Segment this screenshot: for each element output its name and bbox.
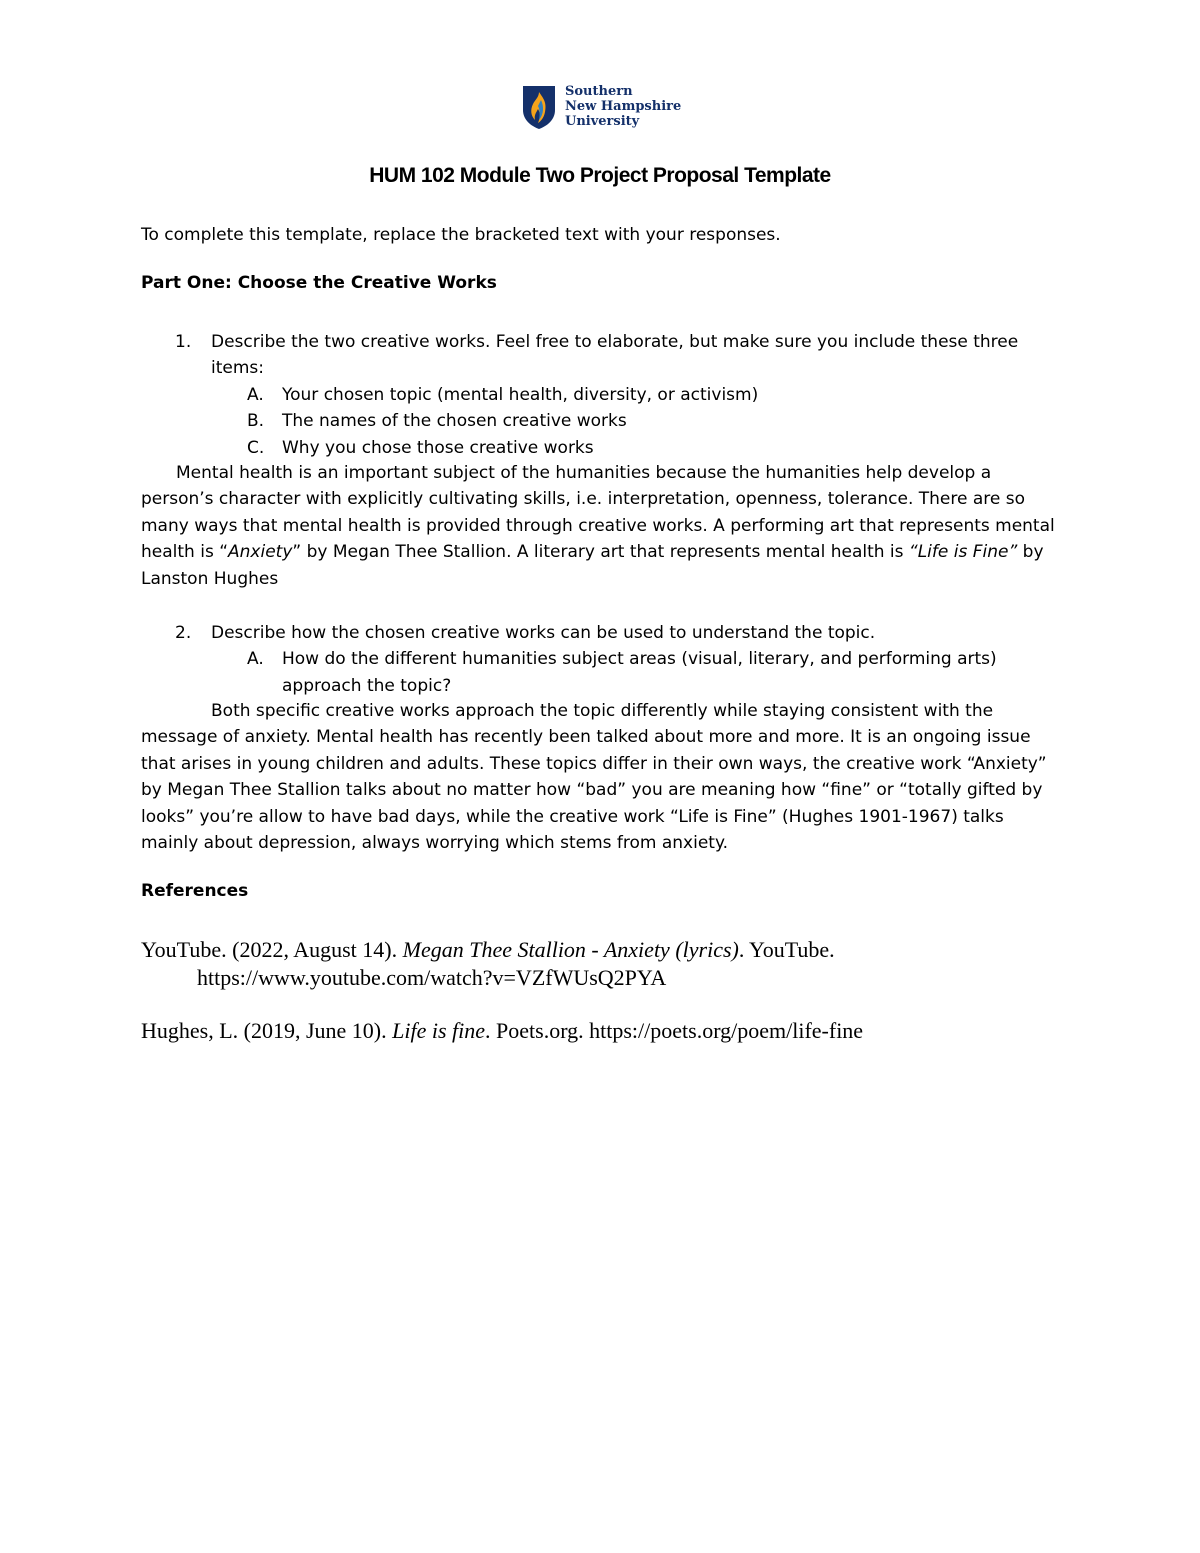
logo-line-2: New Hampshire [565,99,682,114]
reference-title: Life is fine [392,1018,486,1043]
reference-text: Hughes, L. (2019, June 10). [141,1018,393,1043]
list-item-text: Your chosen topic (mental health, diversity, or activism) [282,384,759,405]
logo-wordmark [565,84,681,129]
reference-item [141,936,1101,992]
reference-text: . Poets.org. https://poets.org/poem/life-fine [485,1018,864,1043]
part-one-heading: Part One: Choose the Creative Works [141,273,497,293]
list-item-letter: C. [247,437,265,458]
list-item [141,382,1056,408]
list-item-letter: A. [247,384,264,405]
reference-url: https://www.youtube.com/watch?v=VZfWUsQ2PYA [197,965,667,990]
list-item [141,646,1056,699]
answer-1 [141,460,1056,592]
reference-item [141,1017,1101,1045]
page-title: HUM 102 Module Two Project Proposal Template [369,164,831,187]
answer-1-part-1: Mental health is an important subject of the humanities because the humanities help develop a person’s character with explicitly cultivating skills, i.e. interpretation, openness, tolerance. There are so many ways that mental health is provided through creative works. A performing art that represents mental health is “ [141,463,1055,563]
answer-1-italic-2: “Life is Fine” [908,542,1018,563]
answer-1-part-2: ” by Megan Thee Stallion. A literary art that represents mental health is [292,542,909,563]
question-2-text: Describe how the chosen creative works can be used to understand the topic. [211,623,876,643]
list-item [141,435,1056,461]
list-item-letter: B. [247,411,265,432]
question-1-text: Describe the two creative works. Feel free to elaborate, but make sure you include these three items: [211,332,1019,379]
intro-text: To complete this template, replace the bracketed text with your responses. [141,225,781,245]
list-item-letter: A. [247,649,264,670]
list-item-text: How do the different humanities subject areas (visual, literary, and performing arts) approach the topic? [282,649,997,696]
list-item-text: The names of the chosen creative works [282,411,627,432]
question-1 [141,329,1056,461]
references-heading: References [141,881,249,901]
question-2 [141,620,1056,699]
reference-text: YouTube. (2022, August 14). [141,937,403,962]
list-item-text: Why you chose those creative works [282,437,594,458]
answer-1-italic-1: Anxiety [228,542,293,563]
logo-line-3: University [565,114,640,129]
reference-title: Megan Thee Stallion - Anxiety (lyrics) [402,937,739,962]
question-2-number: 2. [175,623,192,643]
answer-1-part-3: by Lanston Hughes [141,542,1044,589]
logo-line-1: Southern [565,84,633,99]
question-1-number: 1. [175,332,192,352]
list-item [141,408,1056,434]
flame-shield-icon [521,84,557,130]
reference-text: . YouTube. [738,937,835,962]
university-logo [521,84,691,132]
answer-2: Both specific creative works approach the topic differently while staying consistent with the message of anxiety. Mental health has recently been talked about more and more. It is an ongoing issue that arises in young children and adults. These topics differ in their own ways, the creative work “Anxiety” by Megan Thee Stallion talks about no matter how “bad” you are meaning how “fine” or “totally gifted by looks” you’re allow to have bad days, while the creative work “Life is Fine” (Hughes 1901-1967) talks mainly about depression, always worrying which stems from anxiety. [141,701,1047,854]
